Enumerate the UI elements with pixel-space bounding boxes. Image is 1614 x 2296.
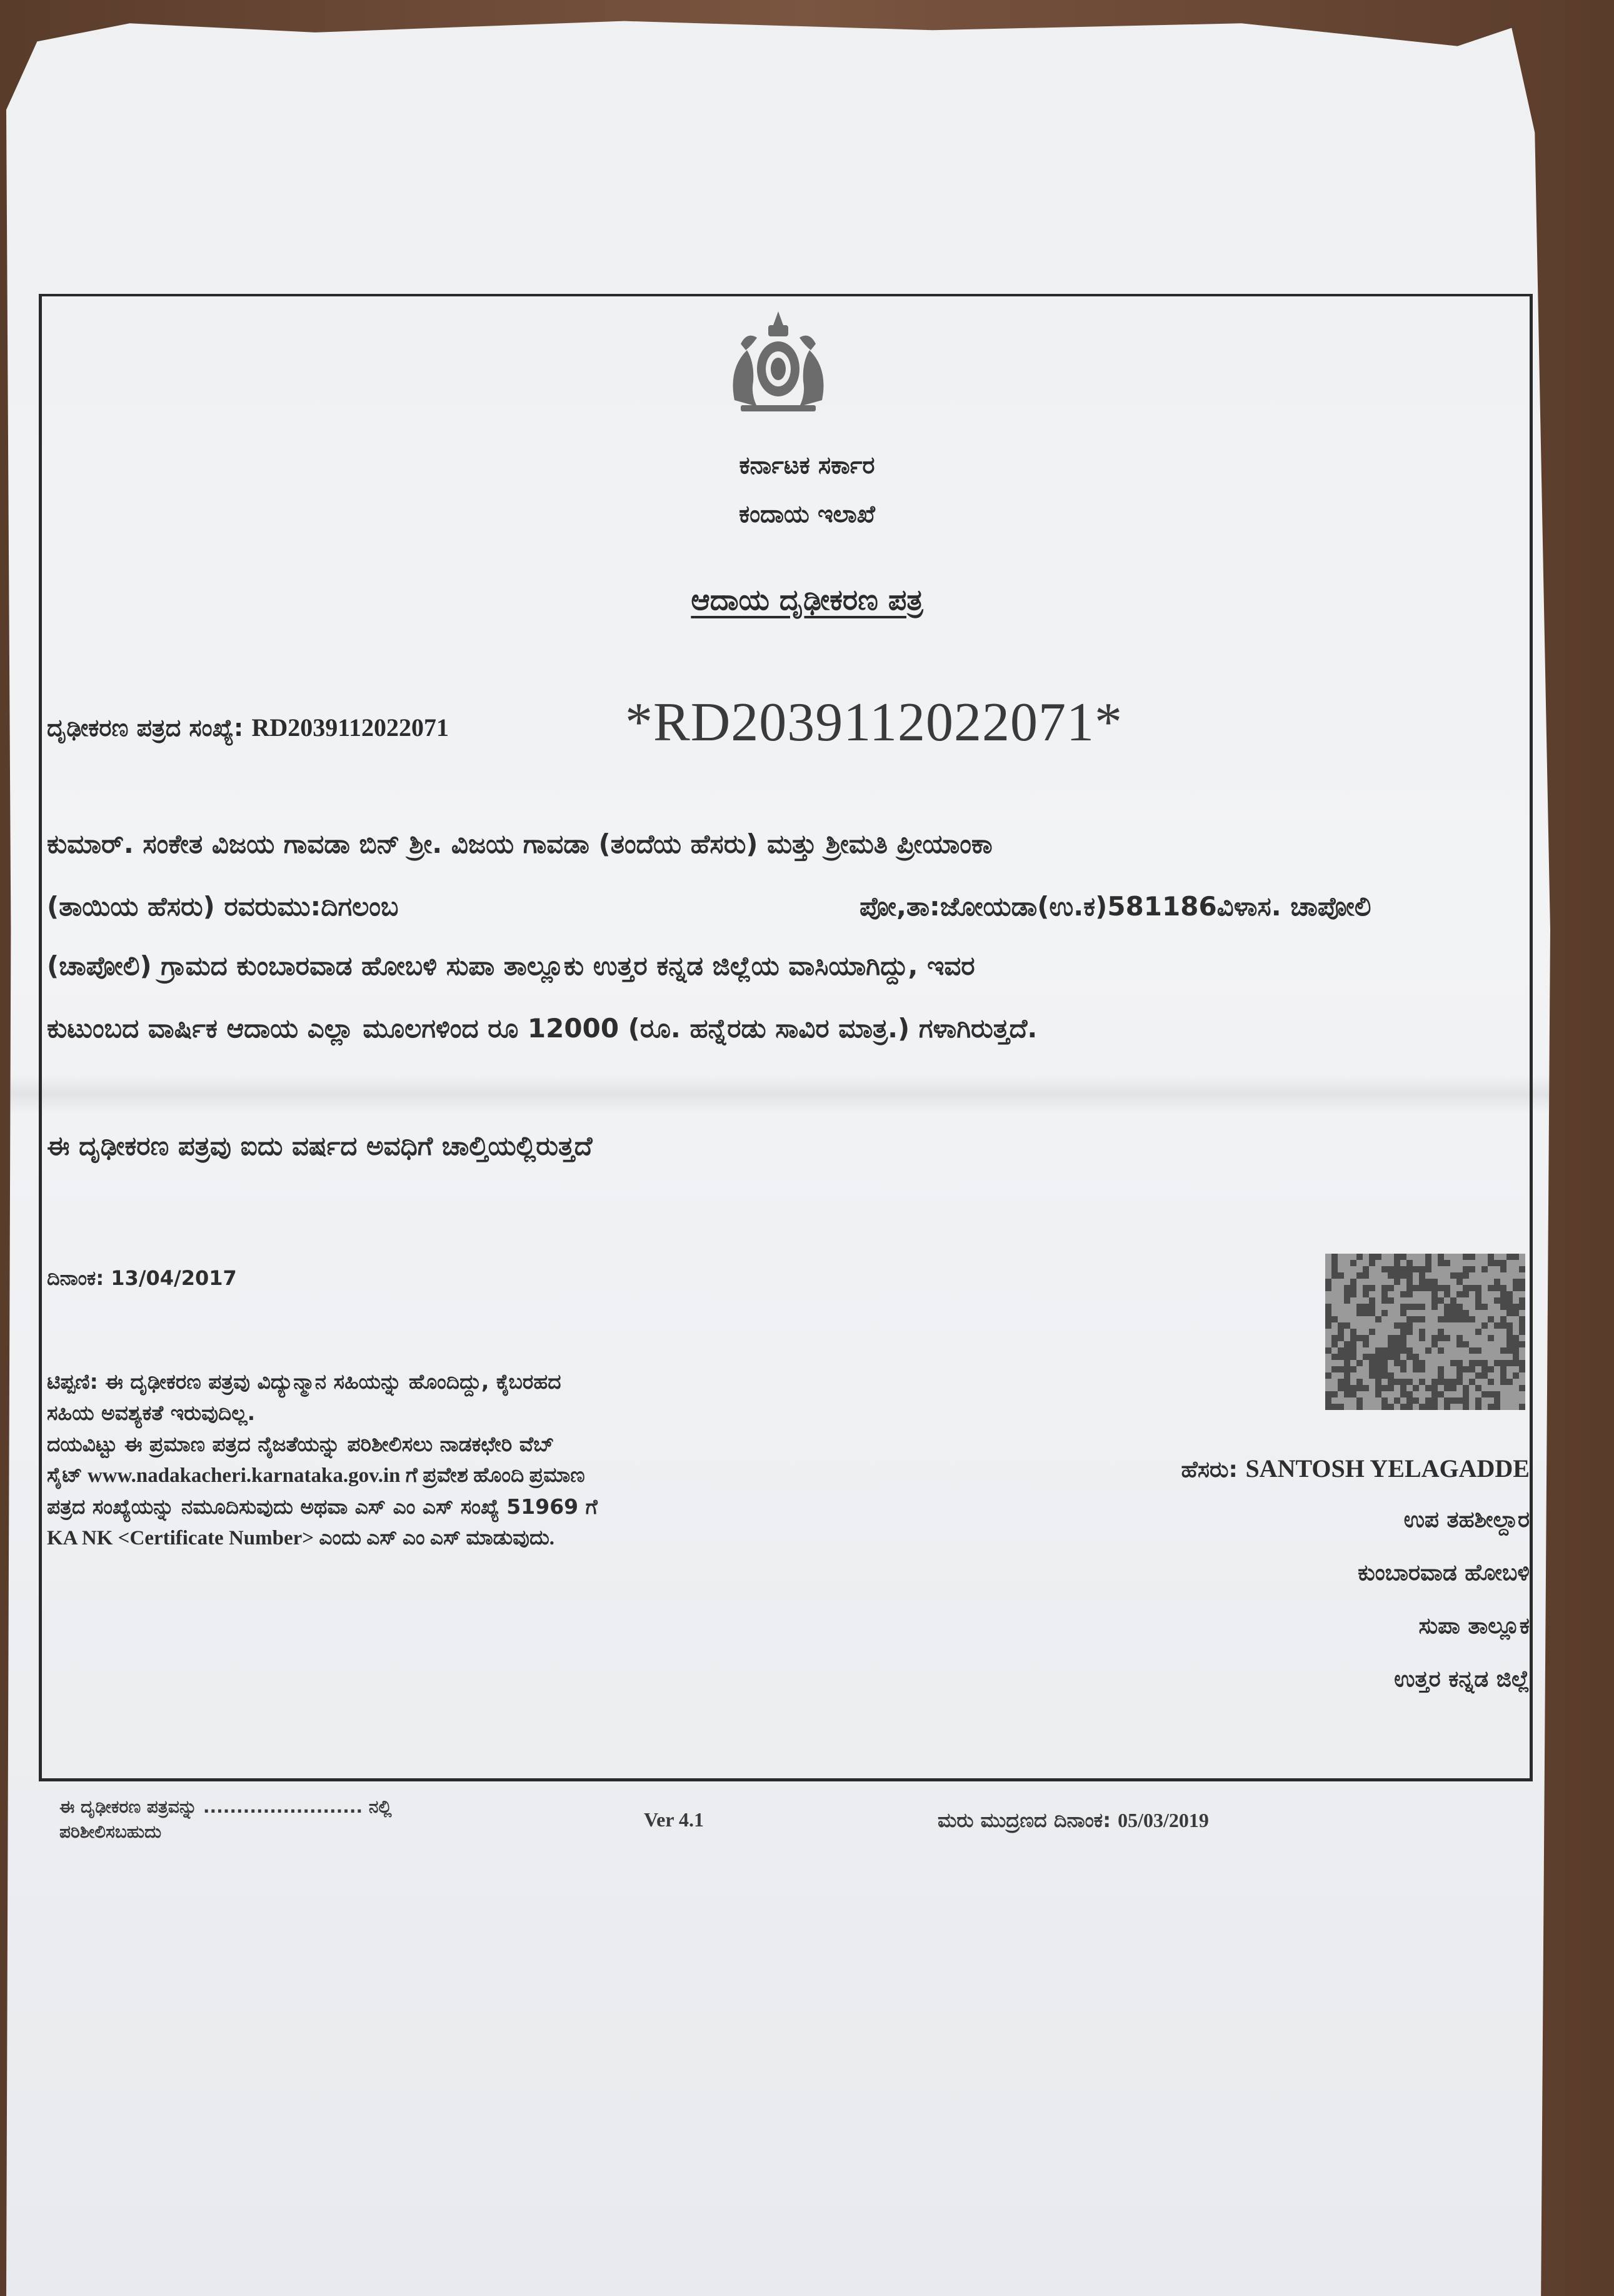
body-line-3: (ಚಾಪೋಲಿ) ಗ್ರಾಮದ ಕುಂಬಾರವಾಡ ಹೋಬಳಿ ಸುಪಾ ತಾಲ್ಲೂಕು ಉತ್ತರ ಕನ್ನಡ ಜಿಲ್ಲೆಯ ವಾಸಿಯಾಗಿದ್ದು, ಇವರ (47, 950, 975, 981)
reprint-date-label: ಮರು ಮುದ್ರಣದ ದಿನಾಂಕ: (938, 1808, 1111, 1832)
note-line-1: ಟಿಪ್ಪಣಿ: ಈ ದೃಢೀಕರಣ ಪತ್ರವು ವಿದ್ಯುನ್ಮಾನ ಸಹಿಯನ್ನು ಹೊಂದಿದ್ದು, ಕೈಬರಹದ (47, 1369, 561, 1394)
body-line-4: ಕುಟುಂಬದ ವಾರ್ಷಿಕ ಆದಾಯ ಎಲ್ಲಾ ಮೂಲಗಳಿಂದ ರೂ 12000 (ರೂ. ಹನ್ನೆರಡು ಸಾವಿರ ಮಾತ್ರ.) ಗಳಾಗಿರುತ್ತದೆ. (47, 1013, 1038, 1044)
certificate-number: RD2039112022071 (251, 713, 449, 742)
issue-date-label: ದಿನಾಂಕ: (47, 1266, 104, 1290)
validity-statement: ಈ ದೃಢೀಕರಣ ಪತ್ರವು ಐದು ವರ್ಷದ ಅವಧಿಗೆ ಚಾಲ್ತಿಯಲ್ಲಿರುತ್ತದೆ (47, 1130, 593, 1161)
body-line-2-left: (ತಾಯಿಯ ಹೆಸರು) ರವರುಮು:ದಿಗಲಂಬ (47, 891, 399, 922)
signatory-taluk: ಸುಪಾ ತಾಲ್ಲೂಕ (1418, 1613, 1530, 1639)
signatory-hobli: ಕುಂಬಾರವಾಡ ಹೋಬಳಿ (1358, 1560, 1530, 1586)
certificate-number-label: ದೃಢೀಕರಣ ಪತ್ರದ ಸಂಖ್ಯೆ: (47, 714, 244, 742)
state-emblem-icon (716, 306, 841, 419)
footer-note-line-2: ಪರಿಶೀಲಿಸಬಹುದು (59, 1821, 162, 1842)
department-name: ಕಂದಾಯ ಇಲಾಖೆ (739, 500, 875, 528)
issue-date (47, 1266, 237, 1291)
body-line-2-right: ಪೋ,ತಾ:ಜೋಯಡಾ(ಉ.ಕ)581186ವಿಳಾಸ. ಚಾಪೋಲಿ (860, 891, 1371, 922)
signatory-designation: ಉಪ ತಹಶೀಲ್ದಾರ (1403, 1507, 1530, 1533)
signatory-district: ಉತ್ತರ ಕನ್ನಡ ಜಿಲ್ಲೆ (1394, 1666, 1530, 1692)
body-line-1: ಕುಮಾರ್. ಸಂಕೇತ ವಿಜಯ ಗಾವಡಾ ಬಿನ್ ಶ್ರೀ. ವಿಜಯ ಗಾವಡಾ (ತಂದೆಯ ಹೆಸರು) ಮತ್ತು ಶ್ರೀಮತಿ ಪ್ರೀಯಾಂಕಾ (47, 828, 993, 859)
certificate-number-row (47, 713, 449, 742)
signatory-name-label: ಹೆಸರು: (1181, 1457, 1238, 1483)
note-line-4: ಸೈಟ್ www.nadakacheri.karnataka.gov.in ಗೆ ಪ್ರವೇಶ ಹೊಂದಿ ಪ್ರಮಾಣ (47, 1464, 585, 1487)
government-name: ಕರ್ನಾಟಕ ಸರ್ಕಾರ (739, 451, 875, 479)
body-line-2 (47, 891, 1535, 922)
footer-reprint-date (938, 1808, 1209, 1833)
note-line-6: KA NK <Certificate Number> ಎಂದು ಎಸ್ ಎಂ ಎಸ್ ಮಾಡುವುದು. (47, 1527, 555, 1549)
footer-note-line-1: ಈ ದೃಢೀಕರಣ ಪತ್ರವನ್ನು ........................ ನಲ್ಲಿ (59, 1796, 392, 1817)
note-line-5: ಪತ್ರದ ಸಂಖ್ಯೆಯನ್ನು ನಮೂದಿಸುವುದು ಅಥವಾ ಎಸ್ ಎಂ ಎಸ್ ಸಂಖ್ಯೆ 51969 ಗೆ (47, 1494, 598, 1519)
signatory-name: SANTOSH YELAGADDE (1245, 1454, 1530, 1483)
certificate-title-text: ಆದಾಯ ದೃಢೀಕರಣ ಪತ್ರ (691, 583, 923, 617)
qr-code-icon (1325, 1254, 1525, 1410)
certificate-title (0, 583, 1614, 618)
footer-version: Ver 4.1 (644, 1808, 704, 1831)
note-block (47, 1366, 828, 1554)
signatory-name-row (1181, 1454, 1530, 1483)
issue-date-value: 13/04/2017 (111, 1266, 237, 1290)
note-line-3: ದಯವಿಟ್ಟು ಈ ಪ್ರಮಾಣ ಪತ್ರದ ನೈಜತೆಯನ್ನು ಪರಿಶೀಲಿಸಲು ನಾಡಕಛೇರಿ ವೆಬ್ (47, 1432, 554, 1456)
reprint-date-value: 05/03/2019 (1118, 1809, 1209, 1831)
certificate-number-barcode-text: *RD2039112022071* (625, 692, 1123, 753)
footer-verification-note (59, 1795, 622, 1845)
note-line-2: ಸಹಿಯ ಅವಶ್ಯಕತೆ ಇರುವುದಿಲ್ಲ. (47, 1401, 256, 1425)
